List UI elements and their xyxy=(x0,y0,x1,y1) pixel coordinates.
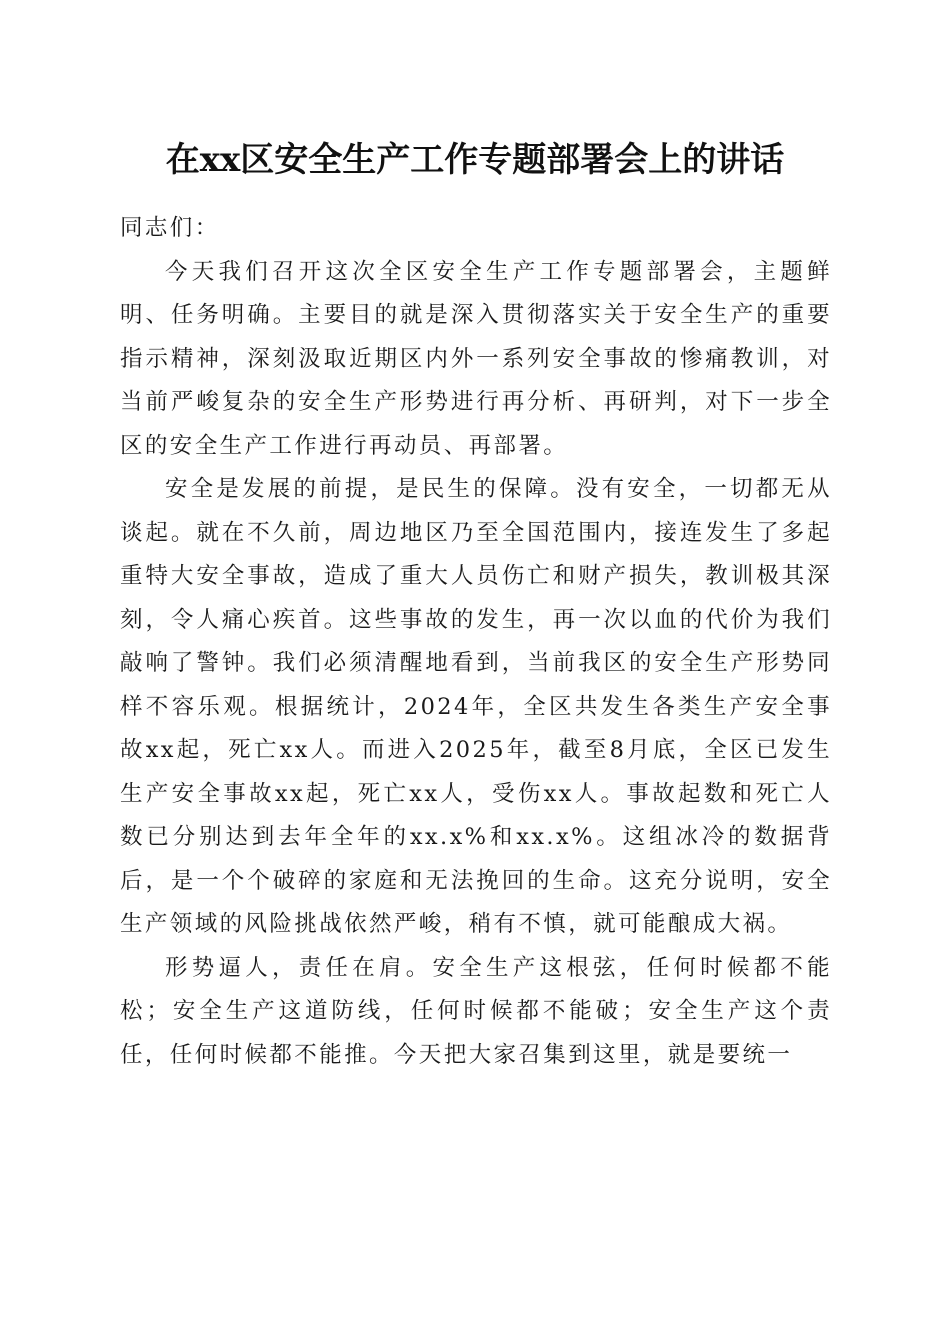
salutation: 同志们： xyxy=(120,215,220,241)
paragraph-1: 今天我们召开这次全区安全生产工作专题部署会，主题鲜明、任务明确。主要目的就是深入贯彻落实关于安全生产的重要指示精神，深刻汲取近期区内外一系列安全事故的惨痛教训，对当前严峻复杂的安全生产形势进行再分析、再研判，对下一步全区的安全生产工作进行再动员、再部署。 xyxy=(120,258,832,459)
document-title: 在xx区安全生产工作专题部署会上的讲话 xyxy=(165,140,785,180)
document-body xyxy=(120,207,832,1077)
paragraph-3: 形势逼人，责任在肩。安全生产这根弦，任何时候都不能松；安全生产这道防线，任何时候都不能破；安全生产这个责任，任何时候都不能推。今天把大家召集到这里，就是要统一 xyxy=(120,954,832,1068)
paragraph-2: 安全是发展的前提，是民生的保障。没有安全，一切都无从谈起。就在不久前，周边地区乃至全国范围内，接连发生了多起重特大安全事故，造成了重大人员伤亡和财产损失，教训极其深刻，令人痛心疾首。这些事故的发生，再一次以血的代价为我们敲响了警钟。我们必须清醒地看到，当前我区的安全生产形势同样不容乐观。根据统计，2024年，全区共发生各类生产安全事故xx起，死亡xx人。而进入2025年，截至8月底，全区已发生生产安全事故xx起，死亡xx人，受伤xx人。事故起数和死亡人数已分别达到去年全年的xx.x%和xx.x%。这组冰冷的数据背后，是一个个破碎的家庭和无法挽回的生命。这充分说明，安全生产领域的风险挑战依然严峻，稍有不慎，就可能酿成大祸。 xyxy=(120,476,832,937)
